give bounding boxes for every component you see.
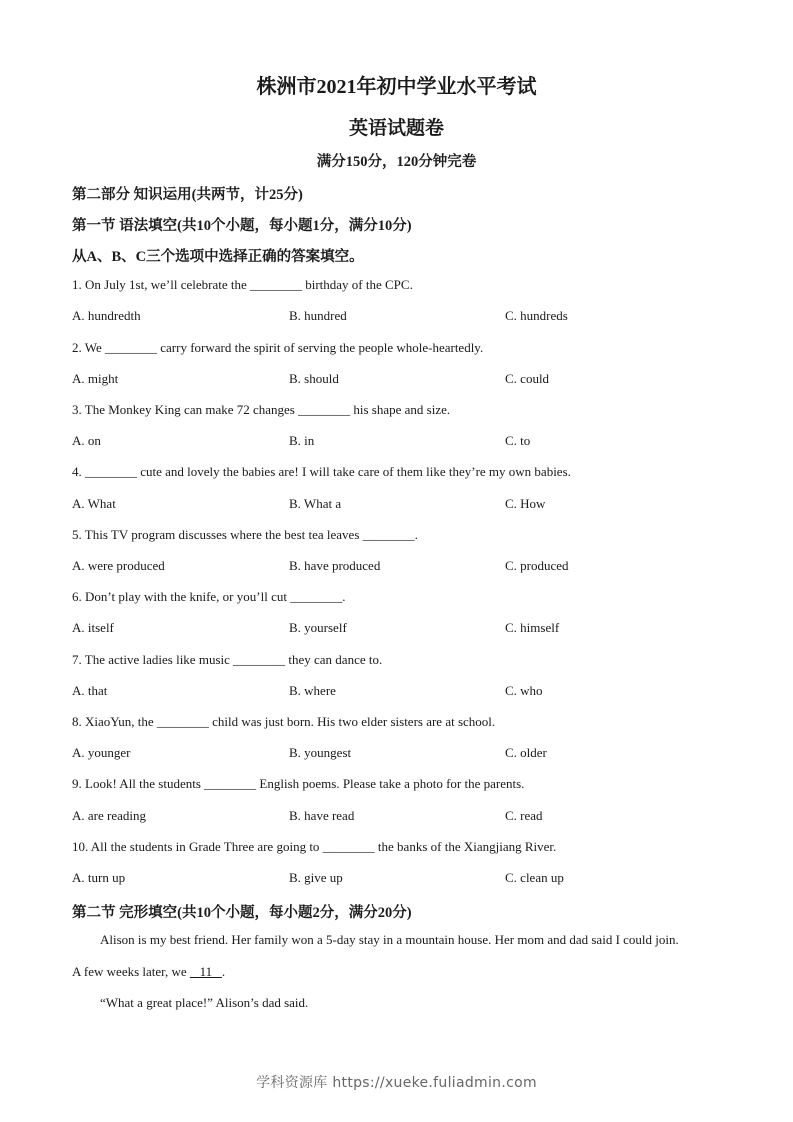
option-c: C. older [505,745,547,760]
option-c: C. could [505,371,550,386]
cloze-text: A few weeks later, we [72,964,190,979]
question-text: 7. The active ladies like music ________ they can dance to. [72,652,383,667]
option-a: A. itself [72,620,114,635]
option-c: C. How [505,496,546,511]
option-a: A. turn up [72,870,126,885]
option-c: C. hundreds [505,308,568,323]
option-b: B. have produced [289,558,381,573]
option-a: A. on [72,433,101,448]
question-text: 2. We ________ carry forward the spirit of serving the people whole-heartedly. [72,340,484,355]
section1-instruction: 从A、B、C三个选项中选择正确的答案填空。 [72,249,364,265]
part-heading: 第二部分 知识运用(共两节，计25分) [72,187,303,203]
option-c: C. clean up [505,870,564,885]
exam-title: 株洲市2021年初中学业水平考试 [256,76,537,98]
option-b: B. in [289,433,315,448]
question-text: 1. On July 1st, we’ll celebrate the ________ birthday of the CPC. [72,277,413,292]
exam-subtitle: 英语试题卷 [348,118,444,139]
question-text: 5. This TV program discusses where the best tea leaves ________. [72,527,418,542]
question-text: 3. The Monkey King can make 72 changes ________ his shape and size. [72,402,451,417]
option-c: C. who [505,683,543,698]
cloze-paragraph: Alison is my best friend. Her family won a 5-day stay in a mountain house. Her mom and dad said I could join. [100,932,679,947]
question-text: 6. Don’t play with the knife, or you’ll cut ________. [72,589,346,604]
option-a: A. were produced [72,558,165,573]
option-b: B. hundred [289,308,347,323]
option-a: A. might [72,371,119,386]
option-a: A. that [72,683,108,698]
option-c: C. to [505,433,531,448]
cloze-paragraph: “What a great place!” Alison’s dad said. [100,995,309,1010]
option-b: B. yourself [289,620,347,635]
option-a: A. hundredth [72,308,141,323]
option-b: B. What a [289,496,342,511]
option-b: B. where [289,683,336,698]
question-text: 9. Look! All the students ________ English poems. Please take a photo for the parents. [72,776,525,791]
exam-meta: 满分150分，120分钟完卷 [316,154,477,170]
option-b: B. should [289,371,339,386]
option-a: A. younger [72,745,131,760]
option-c: C. himself [505,620,560,635]
section2-heading: 第二节 完形填空(共10个小题，每小题2分，满分20分) [72,905,412,921]
option-b: B. youngest [289,745,352,760]
cloze-paragraph [72,964,225,980]
cloze-blank: 11 [189,964,222,979]
question-text: 8. XiaoYun, the ________ child was just born. His two elder sisters are at school. [72,714,496,729]
option-a: A. What [72,496,116,511]
question-text: 10. All the students in Grade Three are going to ________ the banks of the Xiangjiang River. [72,839,557,854]
watermark-footer: 学科资源库 https://xueke.fuliadmin.com [256,1075,537,1091]
section1-heading: 第一节 语法填空(共10个小题，每小题1分，满分10分) [72,218,412,234]
question-text: 4. ________ cute and lovely the babies are! I will take care of them like they’re my own babies. [72,464,571,479]
option-a: A. are reading [72,808,146,823]
option-c: C. produced [505,558,569,573]
option-c: C. read [505,808,543,823]
option-b: B. have read [289,808,355,823]
cloze-text: . [221,964,226,979]
option-b: B. give up [289,870,343,885]
